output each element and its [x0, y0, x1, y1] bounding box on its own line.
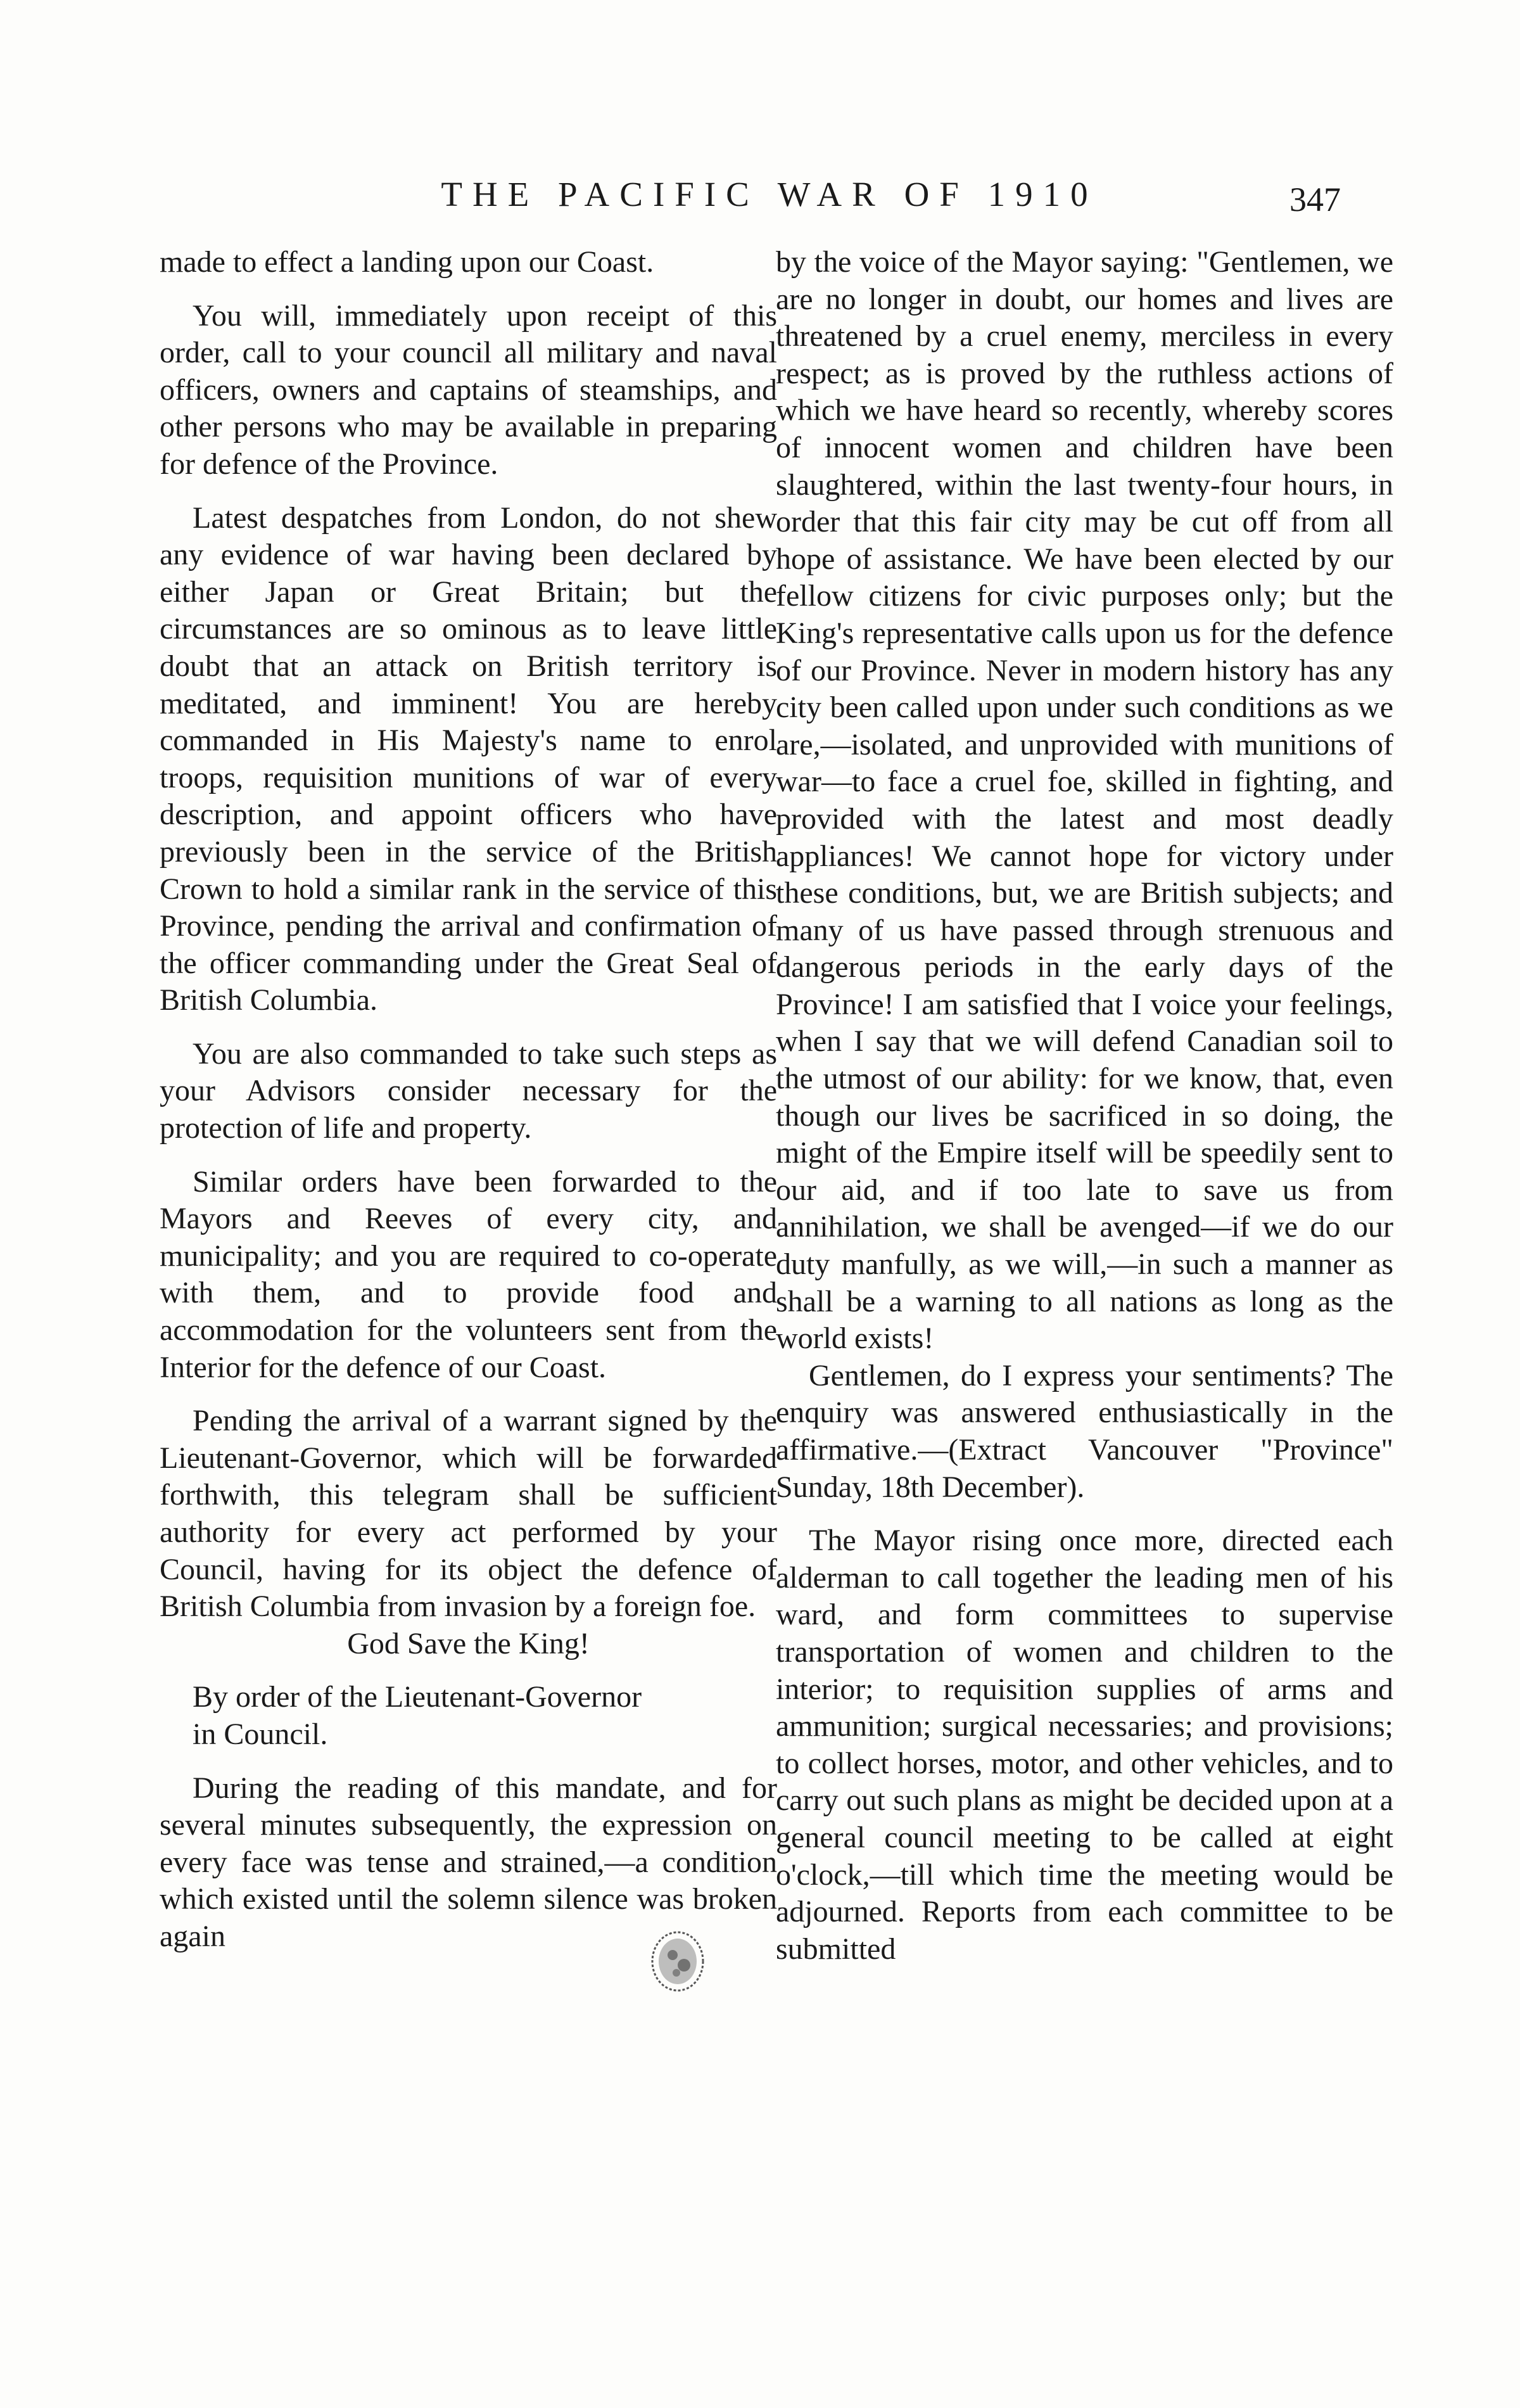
- running-title: THE PACIFIC WAR OF 1910: [441, 175, 1098, 213]
- left-column: [160, 244, 777, 1956]
- paragraph: made to effect a landing upon our Coast.: [160, 245, 654, 279]
- page-number: 347: [1289, 181, 1341, 219]
- paragraph: During the reading of this mandate, and for several minutes subsequently, the expression on every face was tense and strained,—a condition which existed until the solemn silence was broken again: [160, 1771, 777, 1953]
- running-header: [0, 166, 1520, 223]
- paragraph: Pending the arrival of a warrant signed by the Lieutenant-Governor, which will be forwarded forthwith, this telegram shall be sufficient authority for every act performed by your Council, having for its object the defence of British Columbia from invasion by a foreign foe.: [160, 1404, 777, 1624]
- order-attribution-cont: in Council.: [193, 1717, 328, 1751]
- royal-seal-icon: [646, 1926, 709, 1996]
- paragraph: You will, immediately upon receipt of this order, call to your council all military and naval officers, owners and captains of steamships, and other persons who may be available in preparing for defence of the Province.: [160, 298, 777, 481]
- order-attribution: By order of the Lieutenant-Governor: [193, 1680, 642, 1714]
- paragraph: Gentlemen, do I express your sentiments? The enquiry was answered enthusiastically in the affirmative.—(Extract Vancouver "Province" Sunday, 18th December).: [776, 1358, 1393, 1504]
- right-column: [776, 244, 1393, 1968]
- paragraph: Latest despatches from London, do not shew any evidence of war having been declared by either Japan or Great Britain; but the circumstances are so ominous as to leave little doubt that an attack on British territory is meditated, and imminent! You are hereby commanded in His Majesty's name to enrol troops, requisition munitions of war of every description, and appoint officers who have previously been in the service of the British Crown to hold a similar rank in the service of this Province, pending the arrival and confirmation of the officer commanding under the Great Seal of British Columbia.: [160, 500, 777, 1017]
- paragraph: You are also commanded to take such steps as your Advisors consider necessary for the protection of life and property.: [160, 1036, 777, 1145]
- paragraph: Similar orders have been forwarded to the Mayors and Reeves of every city, and municipality; and you are required to co-operate with them, and to provide food and accommodation for the volunteers sent from the Interior for the defence of our Coast.: [160, 1164, 777, 1384]
- closing-salutation: God Save the King!: [347, 1626, 590, 1660]
- paragraph: by the voice of the Mayor saying: "Gentlemen, we are no longer in doubt, our homes and lives are threatened by a cruel enemy, merciless in every respect; as is proved by the ruthless actions of which we have heard so recently, whereby scores of innocent women and children have been slaughtered, within the last twenty-four hours, in order that this fair city may be cut off from all hope of assistance. We have been elected by our fellow citizens for civic purposes only; but the King's representative calls upon us for the defence of our Province. Never in modern history has any city been called upon under such conditions as we are,—isolated, and unprovided with munitions of war—to face a cruel foe, skilled in fighting, and provided with the latest and most deadly appliances! We cannot hope for victory under these conditions, but, we are British subjects; and many of us have passed through strenuous and dangerous periods in the early days of the Province! I am satisfied that I voice your feelings, when I say that we will defend Canadian soil to the utmost of our ability: for we know, that, even though our lives be sacrificed in so doing, the might of the Empire itself will be speedily sent to our aid, and if too late to save us from annihilation, we shall be avenged—if we do our duty manfully, as we will,—in such a manner as shall be a warning to all nations as long as the world exists!: [776, 245, 1393, 1356]
- paragraph: The Mayor rising once more, directed each alderman to call together the leading men of his ward, and form committees to supervise transportation of women and children to the interior; to requisition supplies of arms and ammunition; surgical necessaries; and provisions; to collect horses, motor, and other vehicles, and to carry out such plans as might be decided upon at a general council meeting to be called at eight o'clock,—till which time the meeting would be adjourned. Reports from each committee to be submitted: [776, 1524, 1393, 1966]
